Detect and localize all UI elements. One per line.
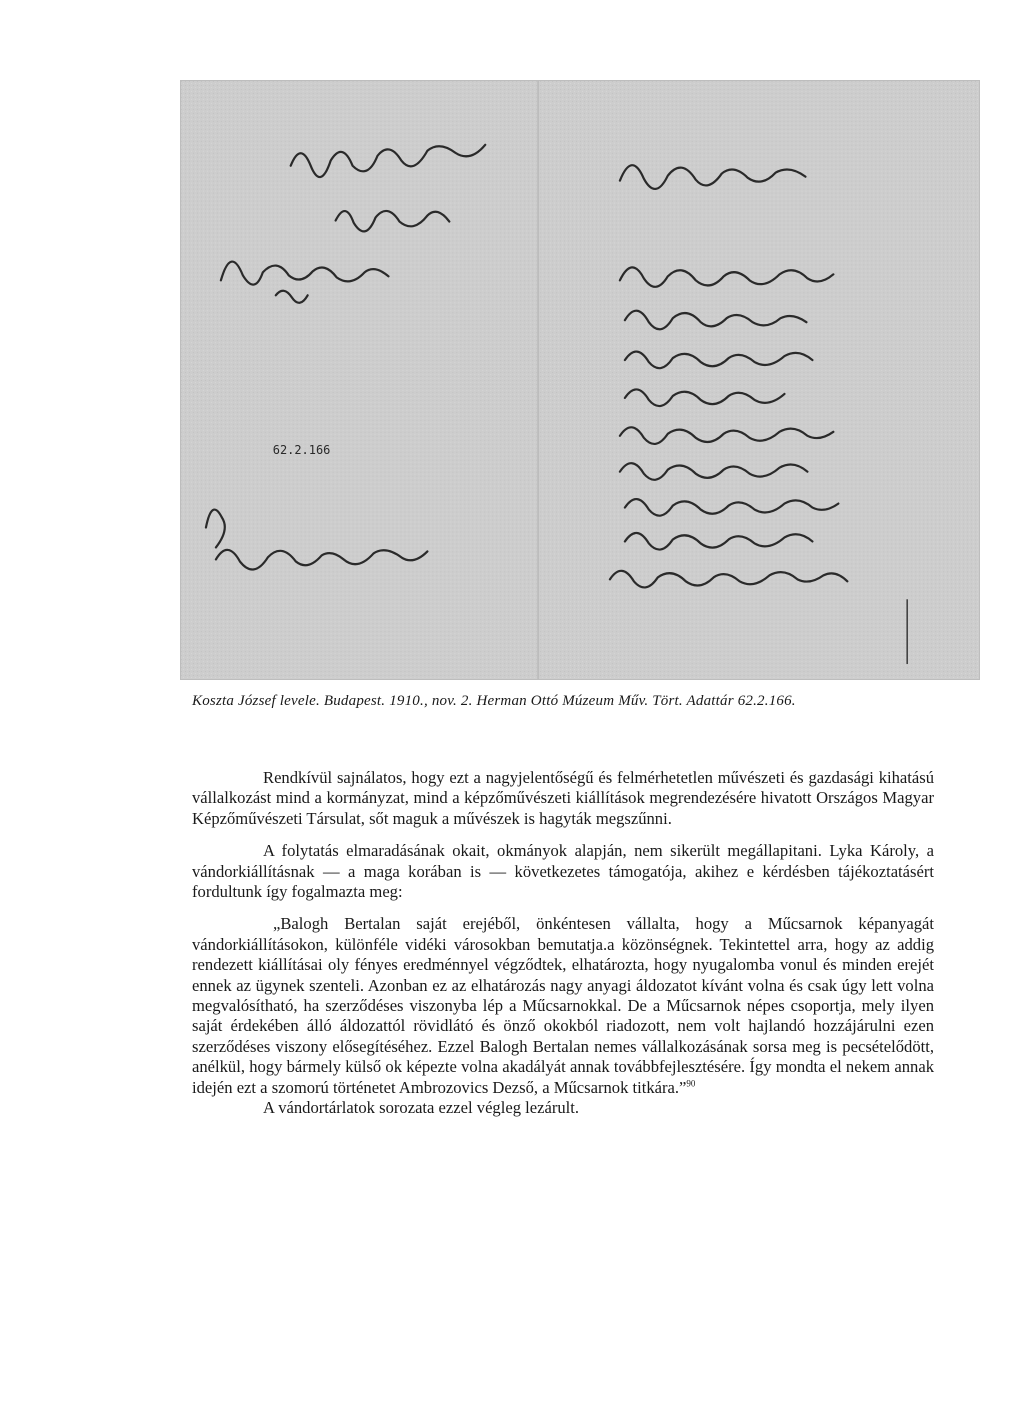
paragraph: A folytatás elmaradásának okait, okmányok alapján, nem sikerült megállapitani. Lyka Károly, a vándorkiállításnak — a maga korában is — következetes támogatója, akihez e kérdésben tájékoztatásért fordultunk így fogalmazta meg: xyxy=(192,841,934,902)
letter-photograph xyxy=(180,80,980,680)
body-text xyxy=(192,768,934,1119)
paragraph: Rendkívül sajnálatos, hogy ezt a nagyjelentőségű és felmérhetetlen művészeti és gazdasági kihatású vállalkozást mind a kormányzat, mind a képzőművészeti kiállítások megrendezésére hivatott Országos Magyar Képzőművészeti Társulat, sőt maguk a művészek is hagyták megszűnni. xyxy=(192,768,934,828)
paragraph: A vándortárlatok sorozata ezzel végleg lezárult. xyxy=(263,1098,580,1118)
figure-caption: Koszta József levele. Budapest. 1910., nov. 2. Herman Ottó Múzeum Műv. Tört. Adattár 62.2.166. xyxy=(192,693,796,709)
footnote-reference: 90 xyxy=(686,1078,696,1089)
quote-paragraph xyxy=(192,914,934,1098)
quote-text: „Balogh Bertalan saját erejéből, önkéntesen vállalta, hogy a Műcsarnok képanyagát vándorkiállításokon, különféle vidéki városokban bemutatja.a közönségnek. Tekintettel arra, hogy az addig rendezett kiállításai oly fényes eredménnyel végződtek, elhatározta, hogy nyugalomba vonul és minden erejét ennek az ügynek szenteli. Azonban ez az elhatározás nagy anyagi áldozatot kívánt volna és csak úgy lett volna megvalósítható, ha szerződéses viszonyba lép a Műcsarnokkal. De a Műcsarnok népes csoportja, mely ilyen saját érdekében álló áldozattól rövidlátó és önző okokból riadozott, nem volt hajlandó hozzájárulni ezen szerződéses viszony elősegítéséhez. Ezzel Balogh Bertalan nemes vállalkozásának sorsa meg is pecsételődött, anélkül, hogy bármely külső ok képezte volna akadályát annak továbbfejlesztésére. Így mondta el nekem annak idején ezt a szomorú történetet Ambrozovics Dezső, a Műcsarnok titkára.” xyxy=(192,914,934,1097)
handwritten-letter-image xyxy=(181,81,979,679)
svg-text:62.2.166: 62.2.166 xyxy=(272,442,331,457)
